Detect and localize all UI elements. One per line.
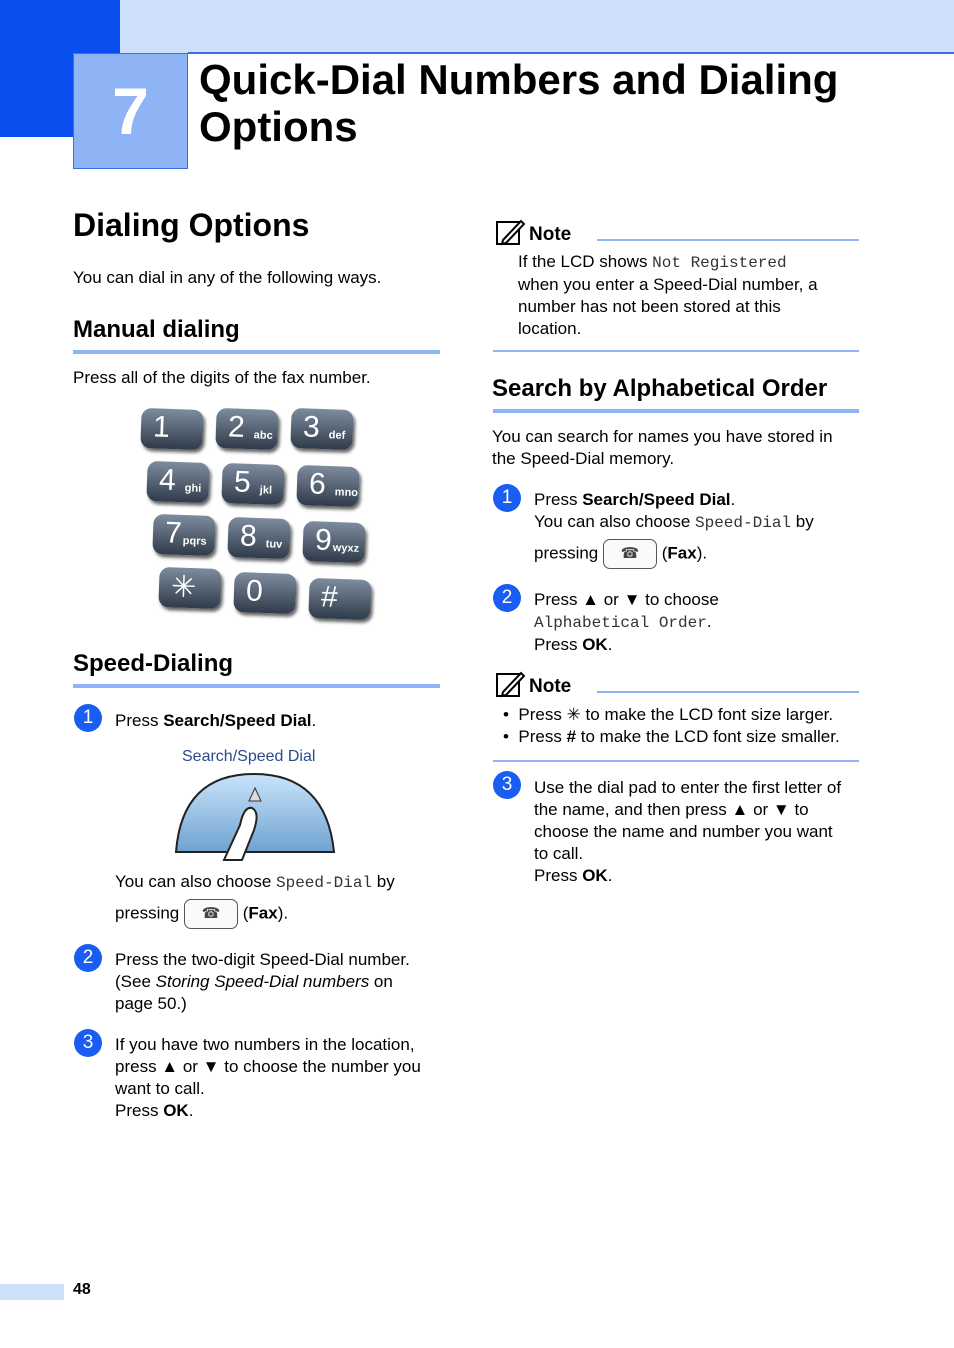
intro-text: You can dial in any of the following ways. xyxy=(73,268,382,287)
speed-also-text: You can also choose Speed-Dial by xyxy=(115,872,395,892)
note-heading-rule xyxy=(597,691,859,693)
manual-dialing-rule xyxy=(73,350,440,354)
note-icon xyxy=(495,218,525,246)
note2-bullets: • Press ✳ to make the LCD font size larger. • Press # to make the LCD font size smaller. xyxy=(503,705,840,746)
page-number-bar xyxy=(0,1284,64,1300)
search-pressing-fax: pressing ☎ (Fax). xyxy=(534,539,707,569)
chapter-title: Quick-Dial Numbers and Dialing Options xyxy=(199,56,839,150)
search-title: Search by Alphabetical Order xyxy=(492,375,828,402)
fax-button-icon: ☎ xyxy=(603,539,657,569)
keypad-key: 4 ghi xyxy=(146,461,209,503)
speed-step3: If you have two numbers in the location, press ▲ or ▼ to choose the number you want to call. Press OK. xyxy=(115,1035,421,1120)
note-icon xyxy=(495,670,525,698)
step-2-marker: 2 xyxy=(74,944,102,972)
keypad-key: 0 xyxy=(233,572,296,614)
speed-dialing-rule xyxy=(73,684,440,688)
search-speed-dial-button-illustration xyxy=(172,770,338,862)
keypad-key: ✳ xyxy=(158,567,221,609)
search-speed-dial-caption: Search/Speed Dial xyxy=(182,748,316,765)
speed-dialing-title: Speed-Dialing xyxy=(73,650,234,677)
keypad-key: 8 tuv xyxy=(227,517,290,559)
section-title: Dialing Options xyxy=(73,207,310,243)
manual-dialing-title: Manual dialing xyxy=(73,316,240,343)
speed-pressing-fax: pressing ☎ (Fax). xyxy=(115,899,288,929)
fax-button-icon: ☎ xyxy=(184,899,238,929)
keypad-key: 1 xyxy=(140,408,203,450)
chapter-number: 7 xyxy=(73,53,188,169)
keypad-key: 6 mno xyxy=(296,465,359,507)
keypad-key: 2 abc xyxy=(215,408,278,450)
manual-dialing-text: Press all of the digits of the fax number. xyxy=(73,368,371,387)
keypad-key: 7 pqrs xyxy=(152,514,215,556)
keypad-key: 3 def xyxy=(290,408,353,450)
note-heading: Note xyxy=(529,224,572,245)
speed-step2: Press the two-digit Speed-Dial number. (See Storing Speed-Dial numbers on page 50.) xyxy=(115,950,410,1013)
search-step3: Use the dial pad to enter the first letter of the name, and then press ▲ or ▼ to choose the name and number you want to call. Press OK. xyxy=(534,778,842,885)
step-1-marker: 1 xyxy=(74,704,102,732)
step-3-marker: 3 xyxy=(74,1029,102,1057)
keypad-key: 5 jkl xyxy=(221,463,284,505)
speed-step1: Press Search/Speed Dial. xyxy=(115,711,317,730)
keypad-key: # xyxy=(308,578,371,620)
page-number: 48 xyxy=(73,1281,91,1298)
search-step2: Press ▲ or ▼ to choose Alphabetical Order. Press OK. xyxy=(534,590,719,654)
note-heading-rule xyxy=(597,239,859,241)
search-rule xyxy=(493,409,859,413)
note-bottom-rule xyxy=(493,760,859,762)
header-band xyxy=(0,0,954,53)
step-2-marker: 2 xyxy=(493,584,521,612)
keypad-key: 9 wyxz xyxy=(302,521,365,563)
step-1-marker: 1 xyxy=(493,484,521,512)
search-step1: Press Search/Speed Dial. You can also choose Speed-Dial by xyxy=(534,490,814,532)
step-3-marker: 3 xyxy=(493,771,521,799)
search-intro: You can search for names you have stored in the Speed-Dial memory. xyxy=(492,427,833,468)
note1-text: If the LCD shows Not Registered when you enter a Speed-Dial number, a number has not been stored at this location. xyxy=(518,252,818,338)
note-bottom-rule xyxy=(493,350,859,352)
note-heading: Note xyxy=(529,676,572,697)
header-rule xyxy=(188,52,954,54)
